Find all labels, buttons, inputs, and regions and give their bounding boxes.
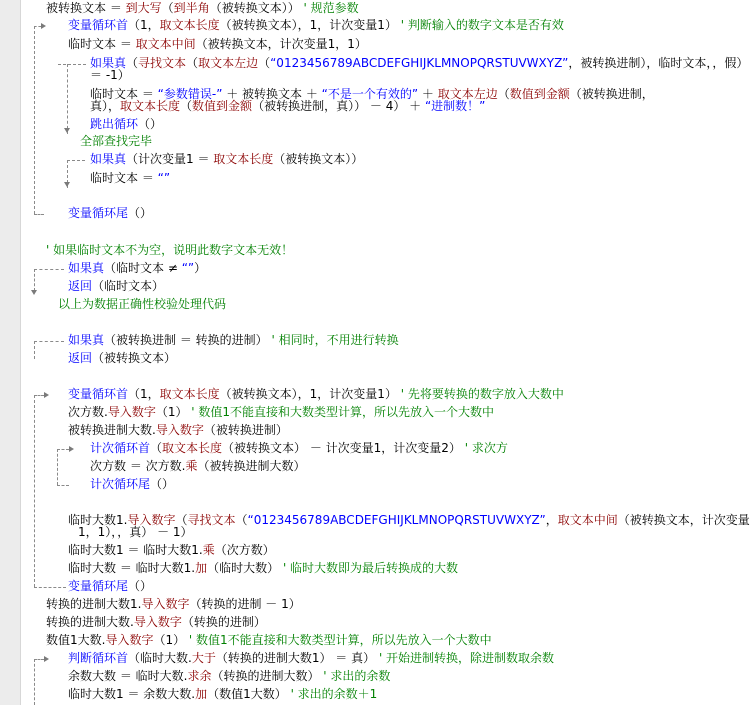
- code-token: ' 判断输入的数字文本是否有效: [396, 18, 564, 32]
- loop-guide-line: [34, 26, 35, 214]
- code-token: 转换的进制大数1.: [46, 597, 142, 611]
- code-token: 到大写: [125, 1, 162, 15]
- code-token: ' 求出的余数＋1: [286, 687, 378, 701]
- code-token: 临时大数 ＝ 临时大数1.: [68, 561, 196, 575]
- code-token: （被转换文本）: [92, 351, 177, 365]
- code-token: （: [126, 56, 139, 70]
- code-token: （: [180, 99, 193, 113]
- code-token: 计次循环首: [90, 441, 151, 455]
- code-token: 数值到金额: [509, 87, 570, 101]
- code-line[interactable]: [68, 332, 399, 349]
- code-token: 取文本左边: [437, 87, 498, 101]
- loop-guide-line: [57, 449, 58, 485]
- loop-arrow-icon: [44, 656, 49, 662]
- code-token: 大于: [191, 651, 216, 665]
- code-token: ' 求次方: [460, 441, 508, 455]
- code-token: 计次循环尾: [90, 477, 151, 491]
- code-token: 导入数字: [127, 513, 176, 527]
- code-token: （）: [150, 477, 175, 491]
- code-token: 数值到金额: [192, 99, 253, 113]
- code-token: （: [235, 513, 248, 527]
- code-token: （转换的进制）: [181, 615, 266, 629]
- code-line[interactable]: [80, 133, 152, 150]
- code-token: 临时文本 ＝: [68, 37, 136, 51]
- loop-guide-line: [34, 26, 41, 27]
- loop-guide-line: [34, 214, 44, 215]
- code-token: （1，: [128, 387, 160, 401]
- code-token: ' 先将要转换的数字放入大数中: [396, 387, 564, 401]
- code-line[interactable]: [68, 560, 458, 577]
- code-line[interactable]: [68, 668, 390, 685]
- code-token: （）: [128, 206, 153, 220]
- loop-guide-line: [34, 659, 44, 660]
- code-token: 取文本中间: [135, 37, 196, 51]
- code-token: “不是一个有效的”: [321, 87, 419, 101]
- code-line[interactable]: [46, 242, 293, 259]
- code-token: ）: [194, 261, 207, 275]
- code-line[interactable]: [90, 476, 174, 493]
- code-line[interactable]: [90, 116, 162, 133]
- code-token: （被转换进制大数）: [197, 459, 306, 473]
- code-line[interactable]: [68, 205, 152, 222]
- code-token: 取文本长度: [213, 152, 274, 166]
- code-token: 取文本长度: [159, 387, 220, 401]
- code-token: 乘: [202, 543, 215, 557]
- code-token: 判断循环首: [68, 651, 129, 665]
- code-token: ' 规范参数: [299, 1, 359, 15]
- code-token: 返回: [68, 351, 93, 365]
- code-token: “”: [181, 261, 195, 275]
- code-token: （临时文本）: [92, 279, 165, 293]
- code-token: 导入数字: [105, 633, 154, 647]
- code-line[interactable]: [46, 632, 492, 649]
- code-line[interactable]: [68, 386, 564, 403]
- code-token: ' 数值1不能直接和大数类型计算，所以先放入一个大数中: [187, 405, 495, 419]
- code-line[interactable]: [58, 296, 226, 313]
- code-token: 取文本中间: [557, 513, 618, 527]
- code-token: （转换的进制 － 1）: [189, 597, 301, 611]
- code-token: 跳出循环: [90, 117, 139, 131]
- code-token: （1）: [155, 405, 188, 419]
- code-line[interactable]: [68, 542, 275, 559]
- code-line[interactable]: [90, 67, 130, 84]
- code-token: （次方数）: [214, 543, 275, 557]
- code-token: 全部查找完毕: [80, 134, 153, 148]
- code-token: （被转换进制）: [203, 423, 288, 437]
- code-token: 取文本长度: [120, 99, 181, 113]
- code-token: 临时大数1 ＝ 余数大数.: [68, 687, 196, 701]
- code-line[interactable]: [68, 260, 206, 277]
- code-token: 转换的进制大数.: [46, 615, 134, 629]
- loop-guide-line: [34, 587, 66, 588]
- code-token: （被转换进制，真）） － 4） ＋: [252, 99, 425, 113]
- code-line[interactable]: [68, 404, 494, 421]
- code-token: “0123456789ABCDEFGHIJKLMNOPQRSTUVWXYZ”: [270, 56, 569, 70]
- code-token: （1，: [128, 18, 160, 32]
- code-token: 临时大数1 ＝ 临时大数1.: [68, 543, 203, 557]
- code-line[interactable]: [90, 170, 170, 187]
- code-token: （: [175, 513, 188, 527]
- code-token: （: [258, 56, 271, 70]
- code-token: 取文本长度: [159, 18, 220, 32]
- code-line[interactable]: [68, 650, 554, 667]
- code-token: ' 开始进制转换，除进制数取余数: [375, 651, 555, 665]
- code-line[interactable]: [46, 596, 301, 613]
- code-token: （: [186, 56, 199, 70]
- code-line[interactable]: [90, 458, 305, 475]
- code-line[interactable]: [46, 0, 359, 17]
- code-line[interactable]: [68, 422, 288, 439]
- code-token: 以上为数据正确性校验处理代码: [58, 297, 227, 311]
- code-token: （转换的进制大数1） ＝ 真）: [215, 651, 376, 665]
- code-line[interactable]: [68, 278, 164, 295]
- loop-arrow-icon: [41, 23, 46, 29]
- code-token: ，被转换进制），临时文本，，假）: [568, 56, 749, 70]
- code-token: 临时大数1.: [68, 513, 128, 527]
- code-token: （）: [128, 579, 153, 593]
- branch-guide-line: [34, 269, 35, 291]
- branch-guide-line: [67, 160, 85, 161]
- code-token: 如果真: [68, 333, 105, 347]
- code-token: “”: [157, 171, 171, 185]
- code-token: 临时文本 ＝: [90, 171, 158, 185]
- code-line[interactable]: [90, 98, 485, 115]
- code-token: （被转换文本，计次变量: [617, 513, 750, 527]
- code-token: 被转换进制大数.: [68, 423, 156, 437]
- code-token: （临时大数）: [207, 561, 280, 575]
- loop-guide-line: [34, 395, 35, 587]
- code-token: ' 相同时，不用进行转换: [267, 333, 399, 347]
- code-token: （1）: [153, 633, 186, 647]
- code-token: 变量循环尾: [68, 206, 129, 220]
- code-token: 变量循环尾: [68, 579, 129, 593]
- code-token: （被转换文本））: [209, 1, 300, 15]
- code-line[interactable]: [90, 151, 363, 168]
- code-token: （计次变量1 ＝: [126, 152, 214, 166]
- code-token: 导入数字: [133, 615, 182, 629]
- code-token: （）: [138, 117, 163, 131]
- code-token: （转换的进制大数）: [211, 669, 320, 683]
- code-token: （数值1大数）: [207, 687, 287, 701]
- code-token: ＋: [418, 87, 438, 101]
- code-token: 到半角: [173, 1, 210, 15]
- code-token: 返回: [68, 279, 93, 293]
- code-token: 如果真: [68, 261, 105, 275]
- code-token: 余数大数 ＝ 临时大数.: [68, 669, 188, 683]
- code-token: ＋ 被转换文本 ＋: [222, 87, 322, 101]
- code-line[interactable]: [90, 440, 508, 457]
- code-token: 求余: [187, 669, 212, 683]
- code-token: 加: [195, 687, 208, 701]
- code-token: （: [161, 1, 174, 15]
- code-token: 次方数 ＝ 次方数.: [90, 459, 186, 473]
- code-token: ' 数值1不能直接和大数类型计算，所以先放入一个大数中: [185, 633, 492, 647]
- branch-arrow-icon: [64, 182, 70, 187]
- code-token: 导入数字: [141, 597, 190, 611]
- code-token: （被转换文本），1，计次变量1）: [219, 387, 397, 401]
- code-editor[interactable]: [22, 0, 750, 705]
- code-token: 次方数.: [68, 405, 108, 419]
- code-token: 变量循环首: [68, 387, 129, 401]
- code-token: 1，1），，真） － 1）: [78, 525, 193, 539]
- code-token: （临时文本 ≠: [104, 261, 182, 275]
- line-gutter: [0, 0, 21, 705]
- loop-guide-line: [34, 659, 35, 705]
- code-token: （被转换文本） － 计次变量1，计次变量2）: [222, 441, 461, 455]
- code-token: 寻找文本: [138, 56, 187, 70]
- code-token: 取文本左边: [198, 56, 259, 70]
- code-token: 寻找文本: [187, 513, 236, 527]
- code-token: （被转换文本），1，计次变量1）: [219, 18, 397, 32]
- code-line[interactable]: [90, 55, 748, 72]
- code-token: “参数错误-”: [157, 87, 223, 101]
- branch-guide-line: [67, 64, 68, 134]
- code-line[interactable]: [68, 17, 564, 34]
- code-token: （被转换进制，: [569, 87, 654, 101]
- code-token: 数值1大数.: [46, 633, 106, 647]
- code-token: 如果真: [90, 56, 127, 70]
- branch-guide-line: [34, 269, 64, 270]
- code-token: 临时文本 ＝: [90, 87, 158, 101]
- code-line[interactable]: [68, 686, 377, 703]
- branch-guide-line: [58, 64, 86, 65]
- code-token: ' 临时大数即为最后转换成的大数: [279, 561, 459, 575]
- code-token: 乘: [185, 459, 198, 473]
- code-token: 如果真: [90, 152, 127, 166]
- code-token: 导入数字: [107, 405, 156, 419]
- code-token: ＝ -1）: [90, 68, 130, 82]
- code-token: 变量循环首: [68, 18, 129, 32]
- code-token: 真），: [90, 99, 121, 113]
- loop-guide-line: [57, 485, 69, 486]
- code-token: “0123456789ABCDEFGHIJKLMNOPQRSTUVWXYZ”: [247, 513, 546, 527]
- branch-guide-line: [34, 341, 35, 359]
- loop-arrow-icon: [69, 446, 74, 452]
- code-token: （被转换文本，计次变量1，1）: [195, 37, 367, 51]
- loop-guide-line: [34, 395, 44, 396]
- code-line[interactable]: [78, 524, 193, 541]
- code-token: （: [150, 441, 163, 455]
- code-token: 取文本长度: [162, 441, 223, 455]
- code-token: “进制数！”: [424, 99, 486, 113]
- branch-arrow-icon: [31, 290, 37, 295]
- branch-guide-line: [34, 341, 64, 342]
- code-token: （被转换进制 ＝ 转换的进制）: [104, 333, 268, 347]
- code-line[interactable]: [68, 578, 152, 595]
- code-token: （: [497, 87, 510, 101]
- loop-guide-line: [57, 449, 69, 450]
- code-token: ' 求出的余数: [319, 669, 391, 683]
- code-token: 加: [195, 561, 208, 575]
- code-line[interactable]: [68, 350, 176, 367]
- code-line[interactable]: [46, 614, 266, 631]
- code-token: ，: [545, 513, 558, 527]
- code-token: （临时大数.: [128, 651, 192, 665]
- code-line[interactable]: [68, 36, 367, 53]
- code-token: （被转换文本））: [273, 152, 364, 166]
- code-token: 被转换文本 ＝: [46, 1, 126, 15]
- branch-arrow-icon: [64, 128, 70, 133]
- code-token: ' 如果临时文本不为空，说明此数字文本无效！: [46, 243, 294, 257]
- code-token: 导入数字: [155, 423, 204, 437]
- loop-arrow-icon: [44, 392, 49, 398]
